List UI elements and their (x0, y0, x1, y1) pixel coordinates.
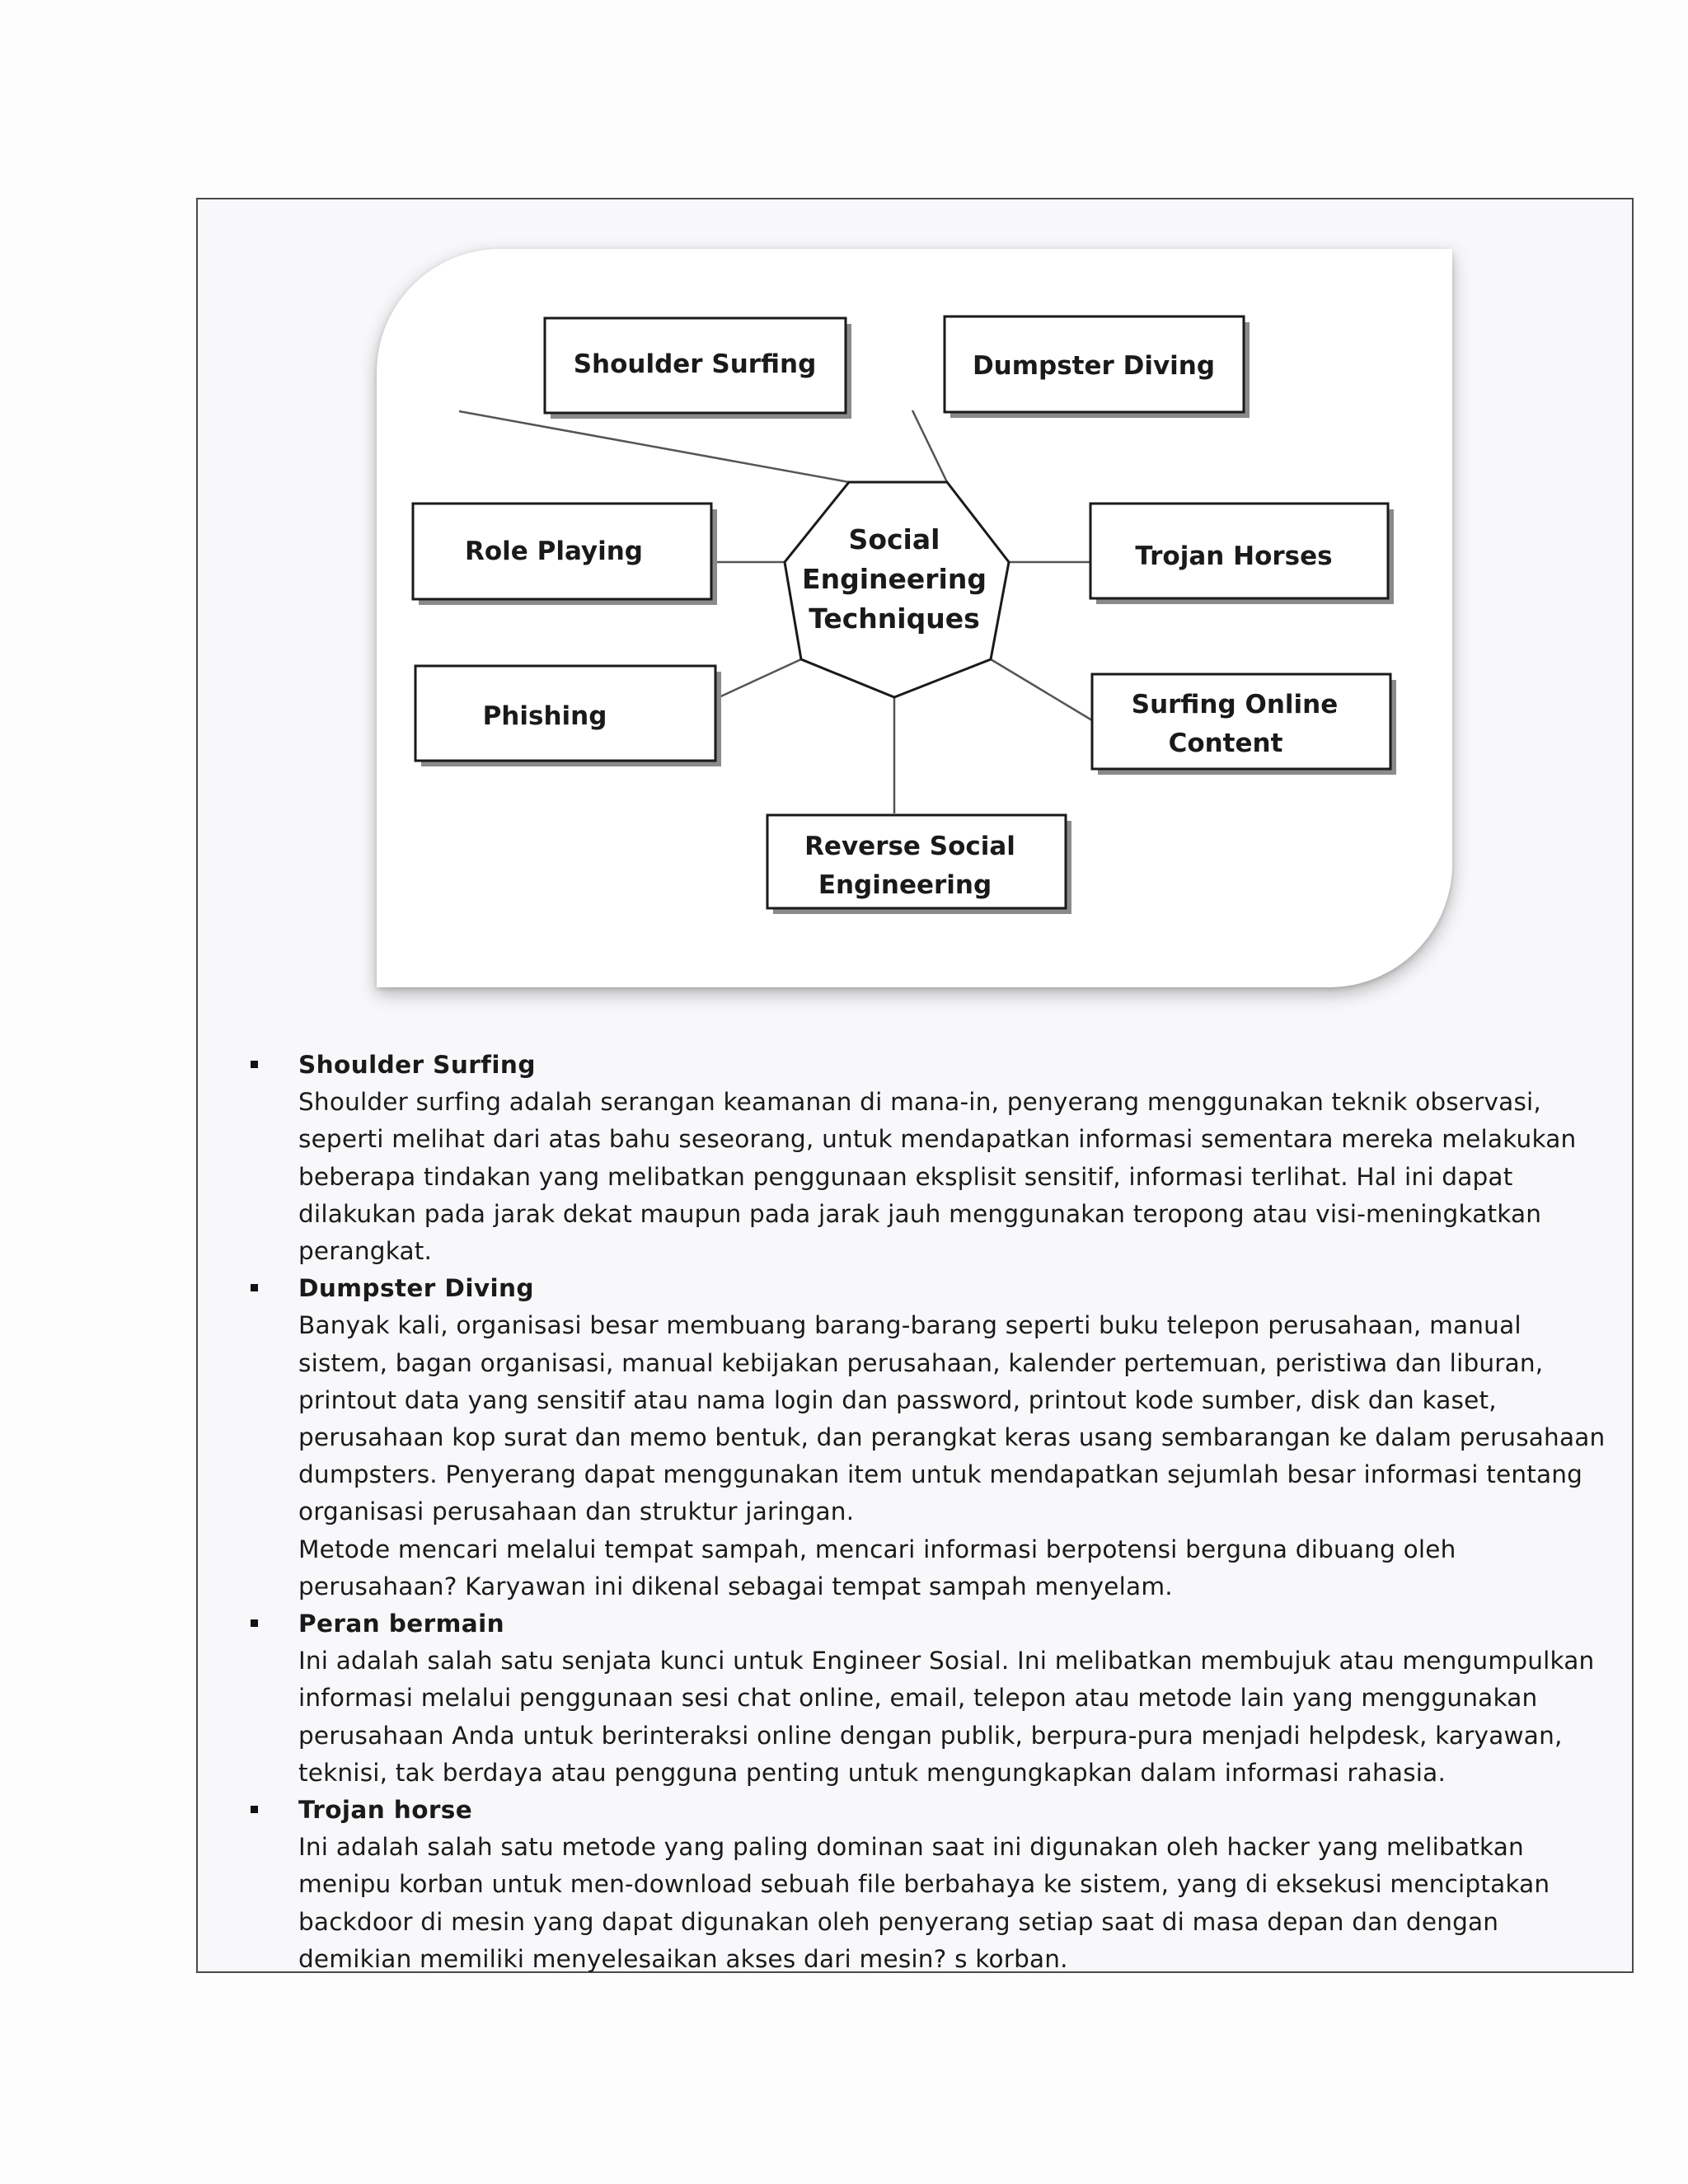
paragraph-line: backdoor di mesin yang dapat digunakan oleh penyerang setiap saat di masa depan dan dengan (298, 1907, 1499, 1936)
node-trojan-horses-label: Trojan Horses (1135, 541, 1333, 571)
node-role-playing (413, 504, 717, 605)
paragraph-line: dumpsters. Penyerang dapat menggunakan item untuk mendapatkan sejumlah besar informasi tentang (298, 1460, 1583, 1489)
section-title: Shoulder Surfing (298, 1051, 536, 1079)
paragraph-line: printout data yang sensitif atau nama login dan password, printout kode sumber, disk dan kaset, (298, 1385, 1497, 1414)
section-trojan-horse (247, 1792, 1648, 1978)
section-dumpster-diving (247, 1270, 1648, 1605)
social-engineering-diagram (377, 249, 1452, 987)
paragraph-line: demikian memiliki menyelesaikan akses dari mesin? s korban. (298, 1944, 1068, 1973)
node-dumpster-diving-label: Dumpster Diving (972, 351, 1216, 381)
node-surfing-online-content (1092, 674, 1396, 775)
connector-shoulder-surfing (459, 411, 849, 482)
node-surfing-online-content-label-2: Content (1168, 729, 1283, 758)
paragraph-line: Metode mencari melalui tempat sampah, mencari informasi berpotensi berguna dibuang oleh (298, 1535, 1456, 1563)
bullet-icon (251, 1061, 258, 1068)
connector-dumpster-diving (912, 410, 947, 482)
paragraph-line: perangkat. (298, 1237, 433, 1266)
paragraph-line: informasi melalui penggunaan sesi chat online, email, telepon atau metode lain yang menggunakan (298, 1684, 1538, 1713)
paragraph-line: beberapa tindakan yang melibatkan penggunaan eksplisit sensitif, informasi terlihat. Hal ini dapat (298, 1162, 1513, 1191)
paragraph-line: menipu korban untuk men-download sebuah file berbahaya ke sistem, yang di eksekusi menciptakan (298, 1870, 1550, 1899)
node-shoulder-surfing-label: Shoulder Surfing (573, 349, 817, 379)
node-surfing-online-content-label-1: Surfing Online (1131, 690, 1339, 719)
node-reverse-social-engineering (767, 815, 1071, 914)
bullet-icon (251, 1284, 258, 1291)
node-shoulder-surfing (545, 318, 851, 419)
section-title: Trojan horse (298, 1796, 473, 1825)
node-phishing (415, 666, 721, 766)
document-body (247, 1047, 1648, 1978)
section-title: Peran bermain (298, 1610, 504, 1638)
center-label-line-1: Social (848, 523, 940, 555)
paragraph-line: perusahaan Anda untuk berinteraksi online dengan publik, berpura-pura menjadi helpdesk, karyawan, (298, 1721, 1563, 1750)
paragraph-line: sistem, bagan organisasi, manual kebijakan perusahaan, kalender pertemuan, peristiwa dan liburan, (298, 1348, 1544, 1377)
paragraph-line: seperti melihat dari atas bahu seseorang, untuk mendapatkan informasi sementara mereka melakukan (298, 1125, 1577, 1154)
paragraph-line: Ini adalah salah satu metode yang paling dominan saat ini digunakan oleh hacker yang melibatkan (298, 1833, 1524, 1862)
bullet-icon (251, 1806, 258, 1813)
section-peran-bermain (247, 1605, 1648, 1792)
section-shoulder-surfing (247, 1047, 1648, 1270)
paragraph-line: organisasi perusahaan dan struktur jaringan. (298, 1497, 855, 1526)
paragraph-line: perusahaan kop surat dan memo bentuk, dan perangkat keras usang sembarangan ke dalam perusahaan (298, 1423, 1606, 1452)
connector-phishing (715, 659, 801, 699)
paragraph-line: Shoulder surfing adalah serangan keamanan di mana-in, penyerang menggunakan teknik observasi, (298, 1088, 1542, 1117)
diagram-card (377, 249, 1452, 987)
paragraph-line: perusahaan? Karyawan ini dikenal sebagai tempat sampah menyelam. (298, 1572, 1173, 1601)
bullet-icon (251, 1619, 258, 1627)
paragraph-line: teknisi, tak berdaya atau pengguna penting untuk mengungkapkan dalam informasi rahasia. (298, 1758, 1447, 1787)
node-dumpster-diving (945, 316, 1250, 418)
paragraph-line: dilakukan pada jarak dekat maupun pada jarak jauh menggunakan teropong atau visi-meningkatkan (298, 1199, 1542, 1228)
node-role-playing-label: Role Playing (464, 537, 644, 566)
center-label-line-2: Engineering (802, 563, 987, 595)
node-phishing-label: Phishing (482, 701, 607, 731)
paragraph-line: Ini adalah salah satu senjata kunci untuk Engineer Sosial. Ini melibatkan membujuk atau mengumpulkan (298, 1647, 1595, 1675)
section-title: Dumpster Diving (298, 1274, 534, 1303)
connector-surfing-online (991, 659, 1092, 720)
node-reverse-social-engineering-label-1: Reverse Social (804, 832, 1015, 861)
node-reverse-social-engineering-label-2: Engineering (818, 870, 992, 900)
node-trojan-horses (1090, 504, 1394, 604)
center-label-line-3: Techniques (809, 602, 980, 635)
paragraph-line: Banyak kali, organisasi besar membuang barang-barang seperti buku telepon perusahaan, manual (298, 1311, 1522, 1340)
